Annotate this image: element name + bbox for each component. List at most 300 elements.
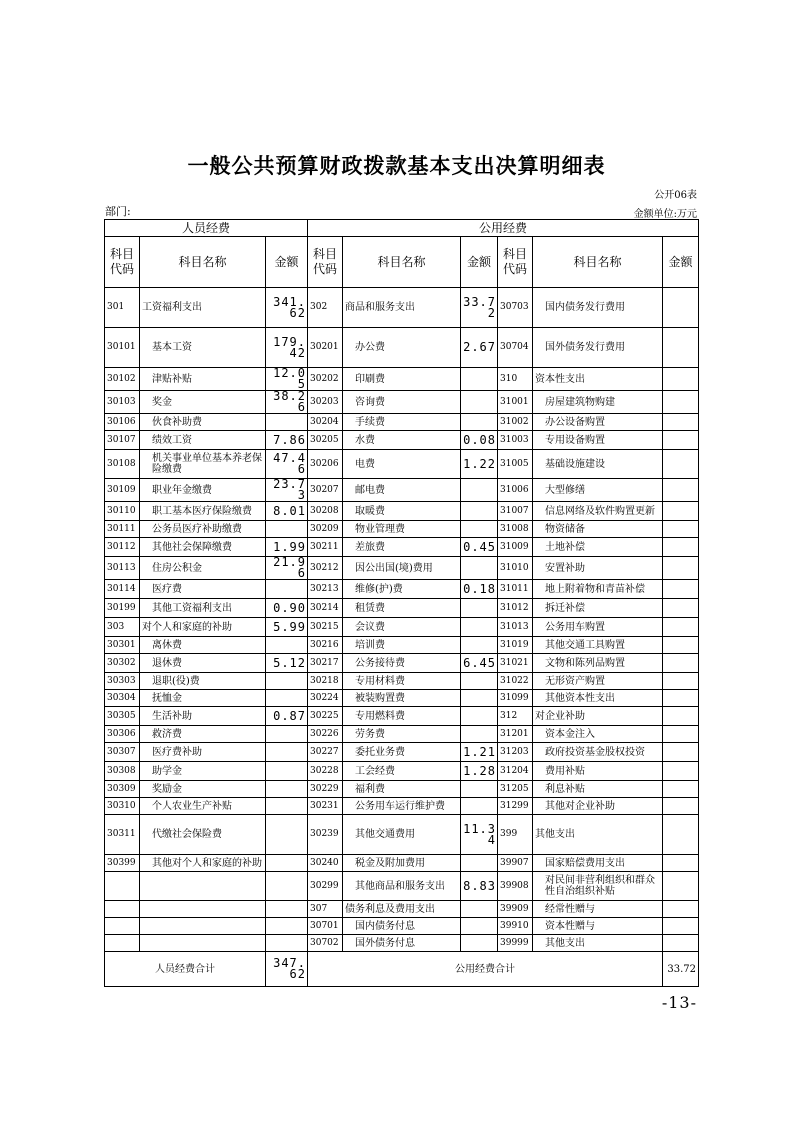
subject-name: 专用燃料费: [343, 707, 461, 726]
subject-name: 被装购置费: [343, 690, 461, 707]
table-row: [105, 521, 699, 538]
amount-cell: 0.87: [266, 707, 308, 726]
amount-cell: [663, 935, 699, 952]
amount-cell: [461, 918, 498, 935]
amount-cell: [663, 538, 699, 557]
subject-code: 30225: [308, 707, 343, 726]
amount-cell: 179.42: [266, 328, 308, 368]
subject-code: 30204: [308, 414, 343, 431]
subject-code: 30101: [105, 328, 140, 368]
subject-name: 职业年金缴费: [140, 479, 266, 502]
subject-code: 31201: [498, 726, 533, 743]
subject-name: 其他交通工具购置: [533, 637, 663, 654]
subject-name: 利息补贴: [533, 781, 663, 798]
group-header-personnel: 人员经费: [105, 220, 308, 237]
amount-cell: 12.05: [266, 368, 308, 391]
subject-code: 31002: [498, 414, 533, 431]
amount-cell: [461, 726, 498, 743]
subject-name: 国内债务付息: [343, 918, 461, 935]
amount-cell: [266, 798, 308, 815]
amount-cell: [663, 743, 699, 762]
subject-code: 30208: [308, 502, 343, 521]
amount-cell: 38.26: [266, 391, 308, 414]
amount-cell: [266, 673, 308, 690]
amount-cell: [663, 781, 699, 798]
subject-name: 医疗费补助: [140, 743, 266, 762]
table-row: [105, 690, 699, 707]
amount-cell: [663, 450, 699, 479]
subject-name: 医疗费: [140, 580, 266, 599]
amount-cell: 341.62: [266, 288, 308, 328]
subject-name: 地上附着物和青苗补偿: [533, 580, 663, 599]
amount-cell: [663, 431, 699, 450]
amount-cell: 33.72: [461, 288, 498, 328]
subject-code: 30108: [105, 450, 140, 479]
subject-name: 对企业补助: [533, 707, 663, 726]
amount-cell: [461, 901, 498, 918]
unit-label: 金额单位:万元: [633, 209, 697, 220]
subject-code: 30111: [105, 521, 140, 538]
amount-cell: [663, 901, 699, 918]
subject-code: 31012: [498, 599, 533, 618]
header-name: 科目名称: [533, 237, 663, 288]
subject-name: 商品和服务支出: [343, 288, 461, 328]
table-row: [105, 450, 699, 479]
subject-code: 30229: [308, 781, 343, 798]
amount-cell: [663, 502, 699, 521]
amount-cell: 11.34: [461, 815, 498, 855]
amount-cell: [266, 580, 308, 599]
table-row: [105, 654, 699, 673]
subject-code: 39907: [498, 855, 533, 872]
amount-cell: [461, 707, 498, 726]
table-row: [105, 901, 699, 918]
subject-code: 30307: [105, 743, 140, 762]
table-row: [105, 798, 699, 815]
subject-name: 会议费: [343, 618, 461, 637]
subject-name: 代缴社会保险费: [140, 815, 266, 855]
subject-code: 31205: [498, 781, 533, 798]
subject-code: 30113: [105, 557, 140, 580]
subject-name: 维修(护)费: [343, 580, 461, 599]
subject-code: 30231: [308, 798, 343, 815]
amount-cell: 1.22: [461, 450, 498, 479]
department-label: 部门:: [105, 205, 131, 218]
subject-code: [105, 872, 140, 901]
amount-cell: [461, 935, 498, 952]
amount-cell: [266, 637, 308, 654]
subject-code: 30703: [498, 288, 533, 328]
totals-row: [105, 952, 699, 987]
expenditure-table: [104, 219, 699, 987]
amount-cell: 5.12: [266, 654, 308, 673]
subject-code: 30106: [105, 414, 140, 431]
amount-cell: [461, 781, 498, 798]
subject-code: 30305: [105, 707, 140, 726]
subject-code: 31003: [498, 431, 533, 450]
subject-name: 邮电费: [343, 479, 461, 502]
table-row: [105, 391, 699, 414]
subject-name: 退休费: [140, 654, 266, 673]
subject-code: 30215: [308, 618, 343, 637]
amount-cell: [266, 901, 308, 918]
subject-name: [140, 918, 266, 935]
subject-code: 303: [105, 618, 140, 637]
amount-cell: [663, 580, 699, 599]
subject-code: 30306: [105, 726, 140, 743]
subject-name: 物业管理费: [343, 521, 461, 538]
subject-code: 30701: [308, 918, 343, 935]
subject-code: [105, 935, 140, 952]
amount-cell: [663, 654, 699, 673]
table-row: [105, 599, 699, 618]
subject-code: 31013: [498, 618, 533, 637]
subject-code: 31099: [498, 690, 533, 707]
amount-cell: [266, 690, 308, 707]
subject-name: 物资储备: [533, 521, 663, 538]
table-row: [105, 288, 699, 328]
subject-code: 31006: [498, 479, 533, 502]
amount-cell: [266, 935, 308, 952]
amount-cell: 8.83: [461, 872, 498, 901]
subject-code: 30302: [105, 654, 140, 673]
subject-code: 30110: [105, 502, 140, 521]
amount-cell: [266, 872, 308, 901]
subject-name: 资本性支出: [533, 368, 663, 391]
subject-name: 津贴补贴: [140, 368, 266, 391]
subject-name: 住房公积金: [140, 557, 266, 580]
subject-name: 绩效工资: [140, 431, 266, 450]
subject-code: 30240: [308, 855, 343, 872]
subject-code: [105, 901, 140, 918]
subject-code: 30214: [308, 599, 343, 618]
subject-name: 其他交通费用: [343, 815, 461, 855]
public-total-label: 公用经费合计: [308, 952, 663, 987]
subject-name: 其他对企业补助: [533, 798, 663, 815]
subject-name: 印刷费: [343, 368, 461, 391]
amount-cell: [461, 502, 498, 521]
subject-code: 31008: [498, 521, 533, 538]
amount-cell: [663, 726, 699, 743]
table-row: [105, 673, 699, 690]
subject-name: 培训费: [343, 637, 461, 654]
amount-cell: [663, 798, 699, 815]
amount-cell: [663, 368, 699, 391]
subject-name: 税金及附加费用: [343, 855, 461, 872]
amount-cell: [663, 391, 699, 414]
amount-cell: [461, 637, 498, 654]
page-number: -13-: [661, 993, 697, 1012]
amount-cell: [663, 673, 699, 690]
table-row: [105, 368, 699, 391]
subject-name: 劳务费: [343, 726, 461, 743]
subject-code: 30216: [308, 637, 343, 654]
amount-cell: 1.99: [266, 538, 308, 557]
subject-name: 土地补偿: [533, 538, 663, 557]
subject-code: 30217: [308, 654, 343, 673]
subject-code: 30304: [105, 690, 140, 707]
subject-name: 取暖费: [343, 502, 461, 521]
subject-code: 30702: [308, 935, 343, 952]
table-row: [105, 781, 699, 798]
amount-cell: 0.08: [461, 431, 498, 450]
amount-cell: [663, 618, 699, 637]
subject-name: 文物和陈列品购置: [533, 654, 663, 673]
header-amount: 金额: [663, 237, 699, 288]
subject-code: 30112: [105, 538, 140, 557]
subject-name: 专用材料费: [343, 673, 461, 690]
subject-code: 31021: [498, 654, 533, 673]
subject-code: 30224: [308, 690, 343, 707]
subject-name: 租赁费: [343, 599, 461, 618]
page-title: 一般公共预算财政拨款基本支出决算明细表: [187, 154, 606, 178]
table-row: [105, 815, 699, 855]
subject-name: 政府投资基金股权投资: [533, 743, 663, 762]
subject-code: 399: [498, 815, 533, 855]
amount-cell: 2.67: [461, 328, 498, 368]
subject-code: 30202: [308, 368, 343, 391]
subject-name: 离休费: [140, 637, 266, 654]
subject-name: 抚恤金: [140, 690, 266, 707]
amount-cell: [461, 557, 498, 580]
amount-cell: 6.45: [461, 654, 498, 673]
amount-cell: [663, 328, 699, 368]
subject-name: 奖金: [140, 391, 266, 414]
subject-code: 30303: [105, 673, 140, 690]
subject-name: 安置补助: [533, 557, 663, 580]
subject-code: 30201: [308, 328, 343, 368]
subject-code: 30301: [105, 637, 140, 654]
subject-code: 31022: [498, 673, 533, 690]
amount-cell: 0.45: [461, 538, 498, 557]
subject-name: [140, 935, 266, 952]
subject-code: 307: [308, 901, 343, 918]
amount-cell: 23.73: [266, 479, 308, 502]
subject-name: 国家赔偿费用支出: [533, 855, 663, 872]
subject-name: 基础设施建设: [533, 450, 663, 479]
amount-cell: [266, 743, 308, 762]
table-row: [105, 872, 699, 901]
amount-cell: [266, 918, 308, 935]
subject-name: 其他工资福利支出: [140, 599, 266, 618]
subject-name: 工会经费: [343, 762, 461, 781]
public-total-amount: 33.72: [663, 952, 699, 987]
amount-cell: 47.46: [266, 450, 308, 479]
table-row: [105, 726, 699, 743]
amount-cell: 0.90: [266, 599, 308, 618]
header-code: 科目代码: [105, 237, 140, 288]
form-code: 公开06表: [654, 190, 697, 201]
header-name: 科目名称: [140, 237, 266, 288]
subject-name: 经常性赠与: [533, 901, 663, 918]
amount-cell: [663, 599, 699, 618]
amount-cell: [266, 762, 308, 781]
amount-cell: [663, 557, 699, 580]
amount-cell: [266, 815, 308, 855]
subject-code: 30109: [105, 479, 140, 502]
subject-name: 差旅费: [343, 538, 461, 557]
subject-code: 30107: [105, 431, 140, 450]
subject-name: 救济费: [140, 726, 266, 743]
amount-cell: 0.18: [461, 580, 498, 599]
subject-code: 31009: [498, 538, 533, 557]
table-row: [105, 743, 699, 762]
subject-name: 大型修缮: [533, 479, 663, 502]
table-row: [105, 538, 699, 557]
amount-cell: 21.96: [266, 557, 308, 580]
subject-code: 30209: [308, 521, 343, 538]
amount-cell: [663, 521, 699, 538]
subject-name: 奖励金: [140, 781, 266, 798]
subject-name: 拆迁补偿: [533, 599, 663, 618]
amount-cell: [663, 918, 699, 935]
subject-name: 其他社会保障缴费: [140, 538, 266, 557]
subject-code: 30310: [105, 798, 140, 815]
amount-cell: [461, 618, 498, 637]
amount-cell: [461, 673, 498, 690]
amount-cell: [461, 599, 498, 618]
subject-name: 水费: [343, 431, 461, 450]
subject-code: 31001: [498, 391, 533, 414]
amount-cell: [663, 637, 699, 654]
amount-cell: [461, 479, 498, 502]
subject-name: 办公费: [343, 328, 461, 368]
subject-name: 因公出国(境)费用: [343, 557, 461, 580]
amount-cell: [266, 781, 308, 798]
subject-code: 30205: [308, 431, 343, 450]
subject-name: 其他支出: [533, 935, 663, 952]
subject-code: 30299: [308, 872, 343, 901]
header-name: 科目名称: [343, 237, 461, 288]
subject-name: 生活补助: [140, 707, 266, 726]
subject-name: 委托业务费: [343, 743, 461, 762]
header-amount: 金额: [461, 237, 498, 288]
amount-cell: [461, 391, 498, 414]
subject-code: 31019: [498, 637, 533, 654]
amount-cell: [663, 707, 699, 726]
subject-code: 302: [308, 288, 343, 328]
subject-code: 30228: [308, 762, 343, 781]
subject-name: 公务用车购置: [533, 618, 663, 637]
amount-cell: [663, 414, 699, 431]
amount-cell: [266, 521, 308, 538]
subject-name: 电费: [343, 450, 461, 479]
table-row: [105, 935, 699, 952]
amount-cell: [663, 762, 699, 781]
amount-cell: [461, 690, 498, 707]
subject-code: 301: [105, 288, 140, 328]
personnel-total-label: 人员经费合计: [105, 952, 266, 987]
subject-code: 31203: [498, 743, 533, 762]
amount-cell: [663, 690, 699, 707]
subject-name: 资本性赠与: [533, 918, 663, 935]
amount-cell: [461, 855, 498, 872]
header-code: 科目代码: [308, 237, 343, 288]
header-amount: 金额: [266, 237, 308, 288]
subject-code: 30309: [105, 781, 140, 798]
amount-cell: [663, 288, 699, 328]
subject-code: 39910: [498, 918, 533, 935]
subject-code: 31007: [498, 502, 533, 521]
table-row: [105, 580, 699, 599]
subject-code: 30226: [308, 726, 343, 743]
amount-cell: [663, 872, 699, 901]
subject-name: 公务用车运行维护费: [343, 798, 461, 815]
subject-code: 30227: [308, 743, 343, 762]
table-row: [105, 618, 699, 637]
subject-code: 30311: [105, 815, 140, 855]
subject-code: 30239: [308, 815, 343, 855]
subject-name: [140, 901, 266, 918]
subject-code: 30213: [308, 580, 343, 599]
subject-code: 30218: [308, 673, 343, 690]
header-code: 科目代码: [498, 237, 533, 288]
subject-name: 国外债务付息: [343, 935, 461, 952]
amount-cell: [663, 479, 699, 502]
subject-code: 31010: [498, 557, 533, 580]
subject-code: 30704: [498, 328, 533, 368]
amount-cell: [461, 414, 498, 431]
amount-cell: 7.86: [266, 431, 308, 450]
subject-code: 31011: [498, 580, 533, 599]
subject-code: 30207: [308, 479, 343, 502]
subject-name: 国内债务发行费用: [533, 288, 663, 328]
amount-cell: 1.21: [461, 743, 498, 762]
subject-name: 其他商品和服务支出: [343, 872, 461, 901]
subject-name: 公务员医疗补助缴费: [140, 521, 266, 538]
subject-name: 其他支出: [533, 815, 663, 855]
subject-name: 对民间非营利组织和群众性自治组织补贴: [533, 872, 663, 901]
subject-code: 30203: [308, 391, 343, 414]
subject-code: 31005: [498, 450, 533, 479]
amount-cell: 1.28: [461, 762, 498, 781]
amount-cell: 8.01: [266, 502, 308, 521]
subject-name: 债务利息及费用支出: [343, 901, 461, 918]
subject-name: 工资福利支出: [140, 288, 266, 328]
subject-name: 机关事业单位基本养老保险缴费: [140, 450, 266, 479]
subject-name: 房屋建筑物购建: [533, 391, 663, 414]
group-header-public: 公用经费: [308, 220, 699, 237]
personnel-total-amount: 347.62: [266, 952, 308, 987]
amount-cell: [266, 726, 308, 743]
subject-name: 其他对个人和家庭的补助: [140, 855, 266, 872]
subject-code: 30206: [308, 450, 343, 479]
subject-name: 公务接待费: [343, 654, 461, 673]
subject-code: 310: [498, 368, 533, 391]
subject-name: 无形资产购置: [533, 673, 663, 690]
amount-cell: [266, 855, 308, 872]
subject-code: 30399: [105, 855, 140, 872]
subject-name: 退职(役)费: [140, 673, 266, 690]
table-row: [105, 918, 699, 935]
column-header-row: [105, 237, 699, 288]
table-row: [105, 557, 699, 580]
subject-code: 39909: [498, 901, 533, 918]
subject-name: 专用设备购置: [533, 431, 663, 450]
subject-name: 职工基本医疗保险缴费: [140, 502, 266, 521]
table-row: [105, 328, 699, 368]
table-row: [105, 502, 699, 521]
amount-cell: [663, 855, 699, 872]
subject-name: 个人农业生产补贴: [140, 798, 266, 815]
subject-code: 30212: [308, 557, 343, 580]
subject-code: 30308: [105, 762, 140, 781]
amount-cell: [266, 414, 308, 431]
subject-code: 31204: [498, 762, 533, 781]
table-row: [105, 431, 699, 450]
subject-name: 手续费: [343, 414, 461, 431]
subject-name: 福利费: [343, 781, 461, 798]
